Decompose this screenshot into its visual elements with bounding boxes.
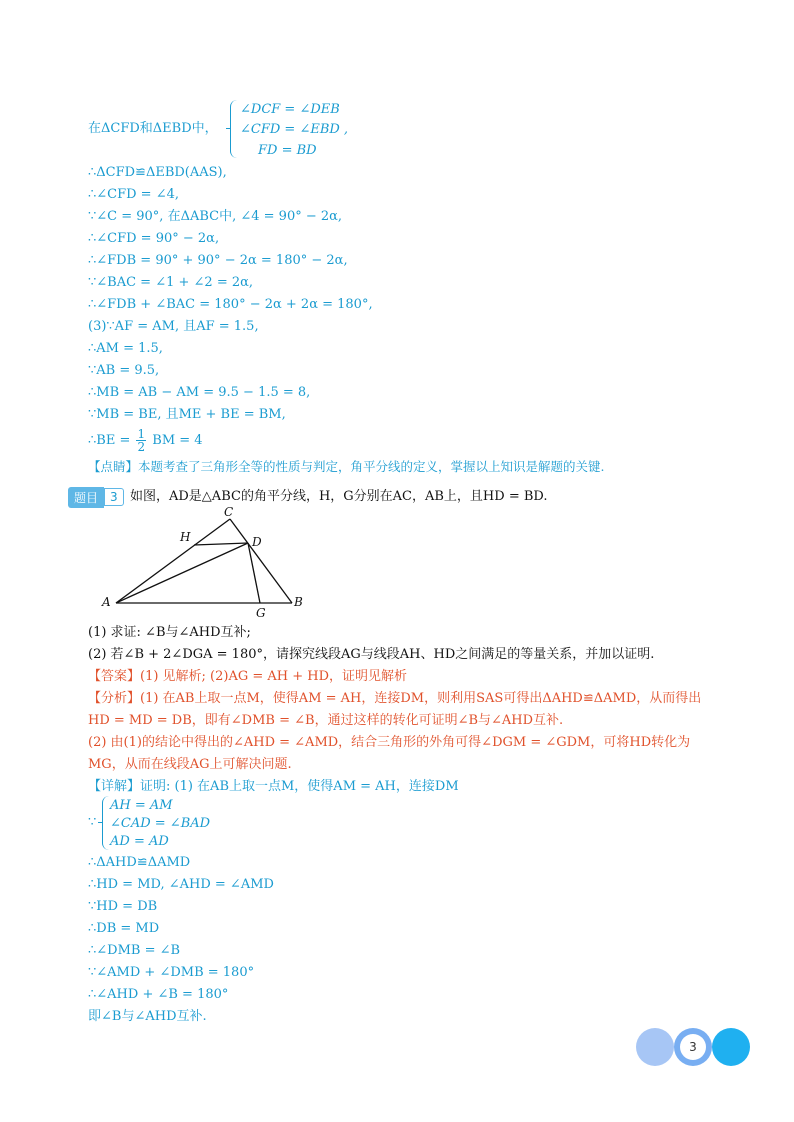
page-circle-left (636, 1028, 674, 1066)
system-line-2: ∠CFD = ∠EBD , (240, 122, 349, 137)
proof-line: (3)∵AF = AM, 且AF = 1.5, (88, 319, 259, 334)
detail-line: ∵∠AMD + ∠DMB = 180° (88, 965, 255, 980)
proof-line: ∴ΔCFD≌ΔEBD(AAS), (88, 165, 227, 180)
be-prefix: ∴BE = (88, 433, 131, 448)
fraction-denominator: 2 (137, 440, 146, 454)
analysis-line: (2) 由(1)的结论中得出的∠AHD = ∠AMD，结合三角形的外角可得∠DGM = ∠GDM，可将HD转化为 (88, 735, 691, 750)
label-c: C (224, 505, 234, 519)
be-result-line (88, 428, 203, 453)
system-line-3: FD = BD (258, 143, 317, 158)
question-part-2: (2) 若∠B + 2∠DGA = 180°，请探究线段AG与线段AH、HD之间满足的等量关系，并加以证明. (88, 647, 655, 662)
left-brace (102, 796, 109, 850)
segment-ac (116, 519, 230, 603)
congruence-intro: 在ΔCFD和ΔEBD中， (88, 121, 218, 136)
proof-line: ∵AB = 9.5, (88, 363, 160, 378)
page-number-badge (636, 1028, 752, 1068)
detail-intro: 【详解】证明: (1) 在AB上取一点M，使得AM = AH，连接DM (88, 779, 459, 794)
triangle-figure (96, 505, 316, 625)
label-d: D (252, 535, 262, 549)
proof-line: ∴∠CFD = ∠4, (88, 187, 180, 202)
detail-line: ∴∠DMB = ∠B (88, 943, 181, 958)
page-circle-center (674, 1028, 712, 1066)
fraction (136, 428, 146, 453)
label-a: A (102, 595, 111, 609)
answer-line: 【答案】(1) 见解析; (2)AG = AH + HD，证明见解析 (88, 669, 408, 684)
question-badge (68, 487, 124, 507)
detail-system-line-2: ∠CAD = ∠BAD (110, 816, 211, 831)
page-circle-right (712, 1028, 750, 1066)
analysis-line: MG，从而在线段AG上可解决问题. (88, 757, 292, 772)
detail-line: ∵HD = DB (88, 899, 158, 914)
label-h: H (180, 530, 191, 544)
left-brace-tip (98, 822, 103, 823)
proof-line: ∵∠BAC = ∠1 + ∠2 = 2α, (88, 275, 254, 290)
system-line-1: ∠DCF = ∠DEB (240, 102, 340, 117)
badge-number: 3 (104, 488, 124, 506)
because-symbol: ∵ (88, 815, 97, 830)
fraction-numerator: 1 (137, 427, 146, 441)
proof-line: ∴MB = AB − AM = 9.5 − 1.5 = 8, (88, 385, 311, 400)
detail-line: ∴DB = MD (88, 921, 160, 936)
left-brace-tip (226, 128, 231, 129)
badge-label: 题目 (68, 487, 104, 508)
detail-system-line-1: AH = AM (110, 798, 173, 813)
question-part-1: (1) 求证: ∠B与∠AHD互补; (88, 625, 251, 640)
proof-line: ∵MB = BE, 且ME + BE = BM, (88, 407, 286, 422)
detail-line: ∴ΔAHD≌ΔAMD (88, 855, 191, 870)
detail-line: ∴HD = MD, ∠AHD = ∠AMD (88, 877, 274, 892)
segment-hd (194, 543, 248, 545)
proof-line: ∴∠FDB = 90° + 90° − 2α = 180° − 2α, (88, 253, 348, 268)
detail-line: 即∠B与∠AHD互补. (88, 1009, 207, 1024)
left-brace (230, 100, 237, 158)
proof-line: ∵∠C = 90°, 在ΔABC中, ∠4 = 90° − 2α, (88, 209, 343, 224)
label-g: G (256, 606, 266, 620)
analysis-line: 【分析】(1) 在AB上取一点M，使得AM = AH，连接DM，则利用SAS可得出ΔAHD≌ΔAMD，从而得出 (88, 691, 702, 706)
question-stem: 如图，AD是△ABC的角平分线，H，G分别在AC，AB上，且HD = BD. (130, 489, 548, 504)
label-b: B (294, 595, 303, 609)
be-suffix: BM = 4 (152, 433, 203, 448)
comment-note: 【点睛】本题考查了三角形全等的性质与判定，角平分线的定义，掌握以上知识是解题的关键. (88, 459, 605, 474)
proof-line: ∴∠FDB + ∠BAC = 180° − 2α + 2α = 180°, (88, 297, 373, 312)
analysis-line: HD = MD = DB，即有∠DMB = ∠B，通过这样的转化可证明∠B与∠AHD互补. (88, 713, 564, 728)
proof-line: ∴∠CFD = 90° − 2α, (88, 231, 220, 246)
detail-line: ∴∠AHD + ∠B = 180° (88, 987, 229, 1002)
page-number: 3 (680, 1034, 706, 1060)
detail-system-line-3: AD = AD (110, 834, 169, 849)
segment-ad (116, 543, 248, 603)
proof-line: ∴AM = 1.5, (88, 341, 163, 356)
segment-cb (230, 519, 292, 603)
